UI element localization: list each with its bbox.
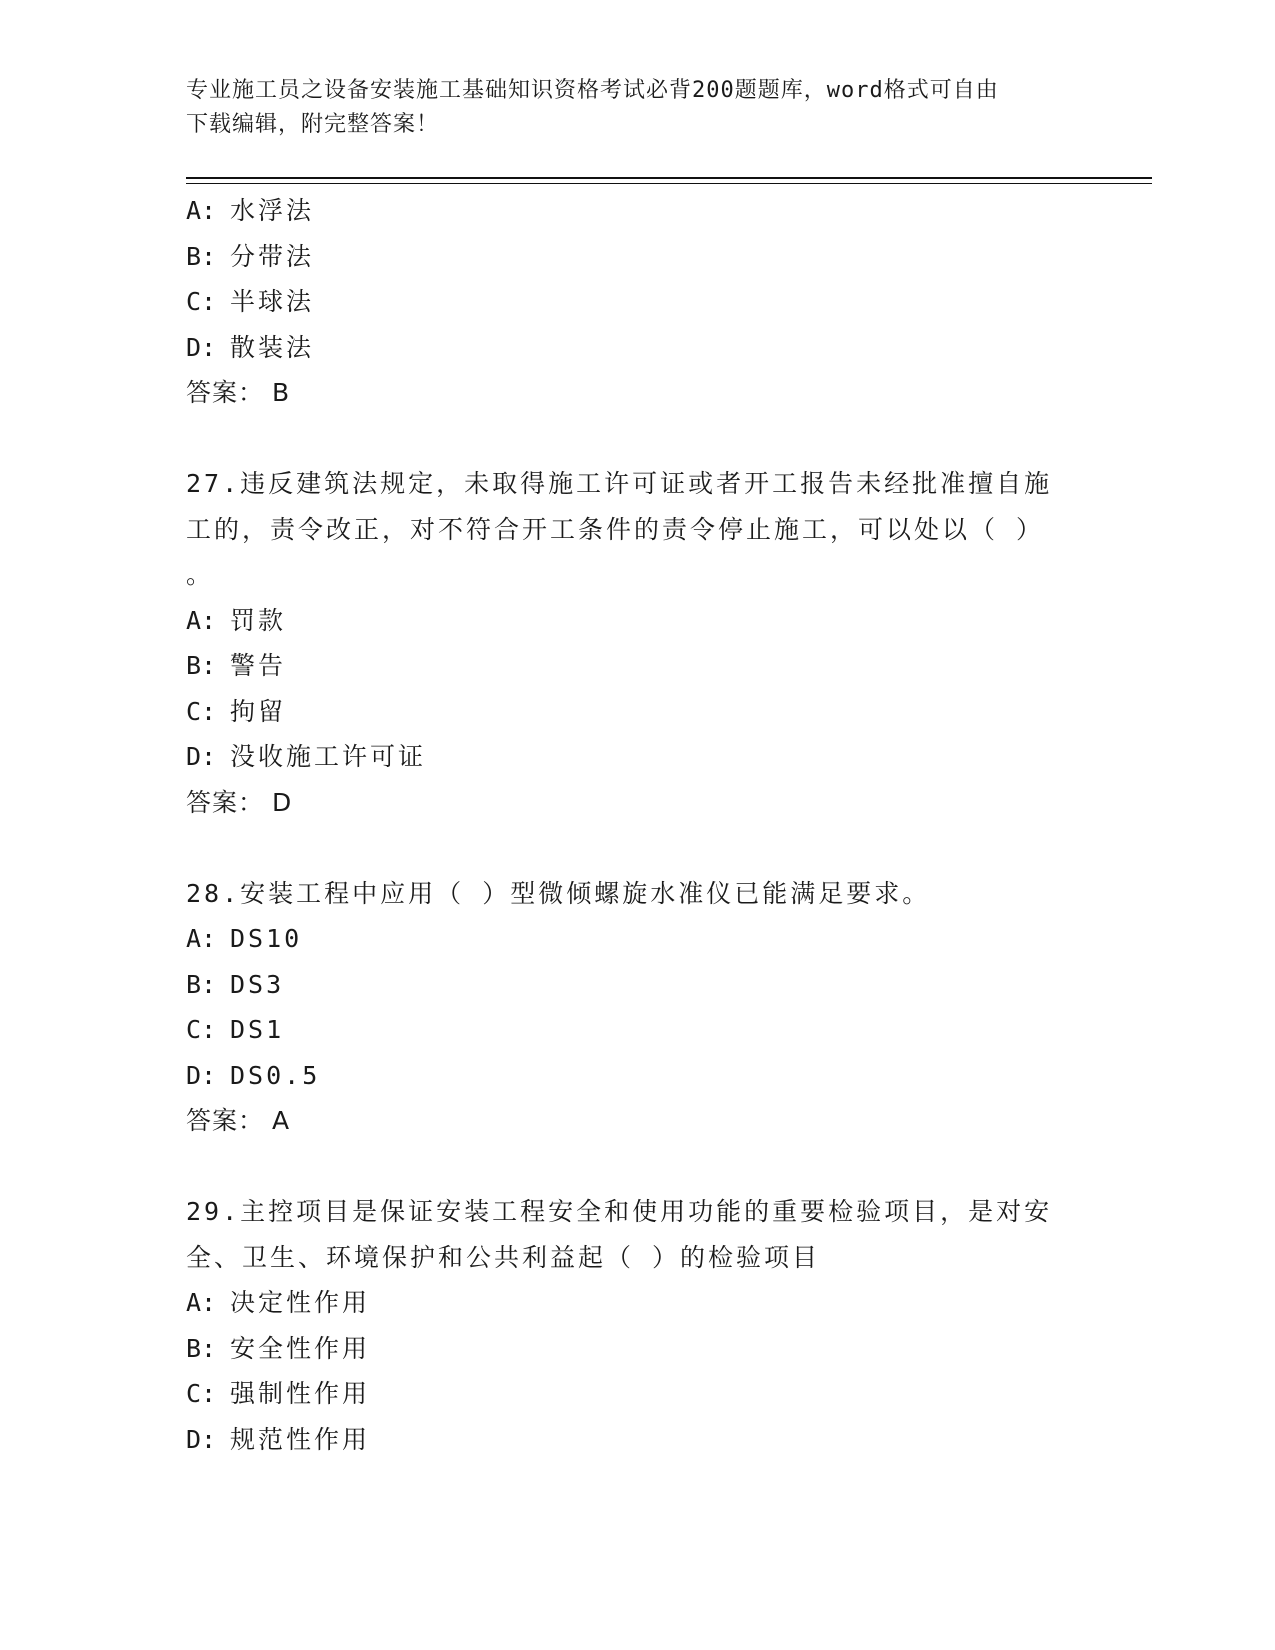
option-b: B: 警告 [186,651,287,680]
option-a: A: 决定性作用 [186,1288,371,1317]
option-d: D: 规范性作用 [186,1424,371,1454]
header-divider-thick [186,177,1152,179]
spacer [186,1144,1086,1190]
question-stem: 28.安装工程中应用（ ）型微倾螺旋水准仪已能满足要求。 [186,878,931,908]
option-c: C: 半球法 [186,287,315,316]
spacer [186,825,1086,871]
answer-line: 答案： D [186,787,293,817]
answer-line: 答案： A [186,1106,291,1135]
question-28 [186,871,1086,1144]
spacer [186,416,1086,462]
option-a: A: 水浮法 [186,196,315,225]
header-line-1: 专业施工员之设备安装施工基础知识资格考试必背200题题库，word格式可自由 [186,78,999,103]
option-d: D: 没收施工许可证 [186,742,427,771]
header-divider-thin [186,183,1152,184]
question-stem: 全、卫生、环境保护和公共利益起（ ）的检验项目 [186,1242,821,1272]
option-b: B: 安全性作用 [186,1333,371,1363]
option-b: B: 分带法 [186,241,315,271]
question-stem: 。 [186,560,215,589]
question-stem: 29.主控项目是保证安装工程安全和使用功能的重要检验项目，是对安 [186,1197,1053,1226]
document-header [186,74,1066,142]
header-line-2: 下载编辑，附完整答案！ [186,112,440,137]
question-stem: 工的，责令改正，对不符合开工条件的责令停止施工，可以处以（ ） [186,514,1045,544]
question-stem: 27.违反建筑法规定，未取得施工许可证或者开工报告未经批准擅自施 [186,469,1053,498]
option-d: D: 散装法 [186,332,315,362]
option-c: C: 强制性作用 [186,1379,371,1408]
question-29 [186,1189,1086,1462]
option-c: C: 拘留 [186,696,287,726]
option-a: A: DS10 [186,924,303,953]
question-list [186,188,1086,1462]
option-c: C: DS1 [186,1015,285,1044]
question-26-continued [186,188,1086,416]
option-d: D: DS0.5 [186,1060,321,1090]
option-a: A: 罚款 [186,605,287,635]
answer-line: 答案： B [186,378,291,407]
question-27 [186,461,1086,825]
option-b: B: DS3 [186,969,285,999]
